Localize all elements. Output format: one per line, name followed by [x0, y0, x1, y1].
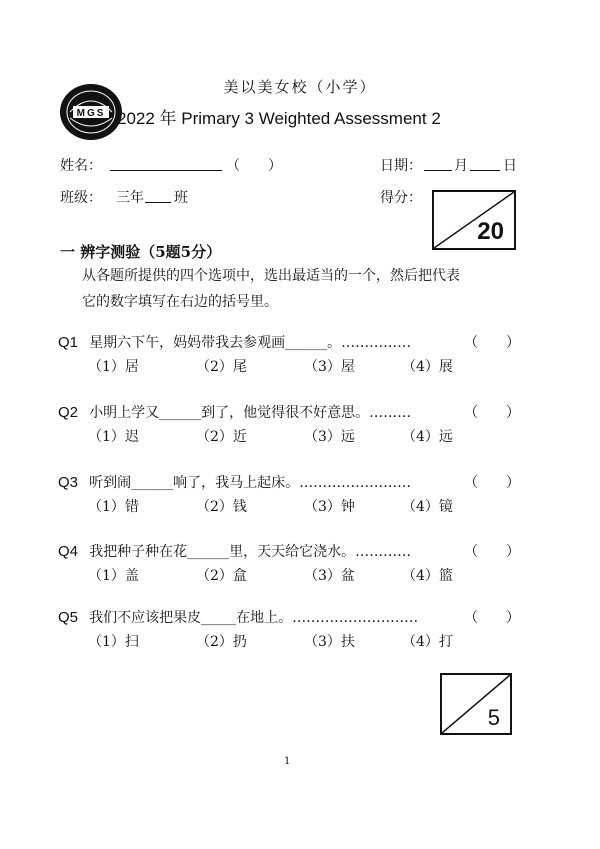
- name-index-paren: （ ）: [226, 158, 282, 174]
- question-number: Q4: [58, 543, 79, 560]
- option-1: （1）错: [88, 499, 139, 515]
- question-number: Q5: [58, 609, 79, 626]
- option-4: （4）远: [402, 429, 453, 445]
- option-2: （2）扔: [196, 634, 247, 650]
- question-text: 我把种子种在花______里，天天给它浇水。…………: [89, 544, 412, 560]
- section-score: 5: [487, 705, 500, 730]
- assessment-title: 2022 年 Primary 3 Weighted Assessment 2: [117, 109, 441, 128]
- option-3: （3）屋: [304, 359, 355, 375]
- total-score: 20: [477, 218, 504, 245]
- answer-paren[interactable]: （ ）: [464, 610, 520, 626]
- total-score-box: [432, 190, 516, 250]
- option-4: （4）篮: [402, 568, 453, 584]
- option-1: （1）迟: [88, 429, 139, 445]
- question-number: Q2: [58, 404, 79, 421]
- answer-paren[interactable]: （ ）: [464, 475, 520, 491]
- section-score-box: [440, 673, 512, 735]
- school-name: 美以美女校（小学）: [223, 78, 377, 96]
- option-2: （2）钱: [196, 499, 247, 515]
- instruction-line-2: 它的数字填写在右边的括号里。: [82, 294, 278, 310]
- section-instruction: [82, 263, 552, 315]
- option-4: （4）展: [402, 359, 453, 375]
- grade-text: 三年: [116, 190, 144, 206]
- answer-paren[interactable]: （ ）: [464, 335, 520, 351]
- option-3: （3）钟: [304, 499, 355, 515]
- logo-text: MGS: [76, 108, 106, 119]
- option-2: （2）尾: [196, 359, 247, 375]
- option-1: （1）盖: [88, 568, 139, 584]
- date-label: 日期：: [380, 158, 422, 174]
- option-2: （2）盒: [196, 568, 247, 584]
- question-text: 星期六下午，妈妈带我去参观画______。……………: [89, 335, 412, 351]
- option-1: （1）扫: [88, 634, 139, 650]
- page-number: 1: [284, 756, 291, 767]
- question-5: [58, 607, 538, 627]
- class-field[interactable]: [145, 188, 171, 203]
- question-text: 我们不应该把果皮_____在地上。………………………: [89, 610, 419, 626]
- month-label: 月: [454, 158, 468, 174]
- question-1: [58, 332, 538, 352]
- name-field[interactable]: [110, 156, 222, 171]
- question-text: 小明上学又______到了，他觉得很不好意思。………: [89, 405, 412, 421]
- question-2: [58, 402, 538, 422]
- answer-paren[interactable]: （ ）: [464, 544, 520, 560]
- day-label: 日: [503, 158, 517, 174]
- option-3: （3）扶: [304, 634, 355, 650]
- class-suffix: 班: [174, 190, 188, 206]
- question-number: Q1: [58, 334, 79, 351]
- option-2: （2）近: [196, 429, 247, 445]
- month-field[interactable]: [424, 156, 452, 171]
- score-label: 得分：: [380, 190, 422, 206]
- class-label: 班级：: [60, 190, 102, 206]
- option-4: （4）镜: [402, 499, 453, 515]
- answer-paren[interactable]: （ ）: [464, 405, 520, 421]
- question-number: Q3: [58, 474, 79, 491]
- option-3: （3）盆: [304, 568, 355, 584]
- option-1: （1）居: [88, 359, 139, 375]
- name-label: 姓名：: [60, 158, 102, 174]
- option-4: （4）打: [402, 634, 453, 650]
- option-3: （3）远: [304, 429, 355, 445]
- question-3: [58, 472, 538, 492]
- day-field[interactable]: [470, 156, 500, 171]
- question-4: [58, 541, 538, 561]
- section-title: 一 辨字测验（5题5分）: [60, 243, 222, 261]
- instruction-line-1: 从各题所提供的四个选项中，选出最适当的一个，然后把代表: [82, 268, 460, 284]
- school-logo: [58, 82, 124, 142]
- question-text: 听到闹______响了，我马上起床。……………………: [89, 475, 412, 491]
